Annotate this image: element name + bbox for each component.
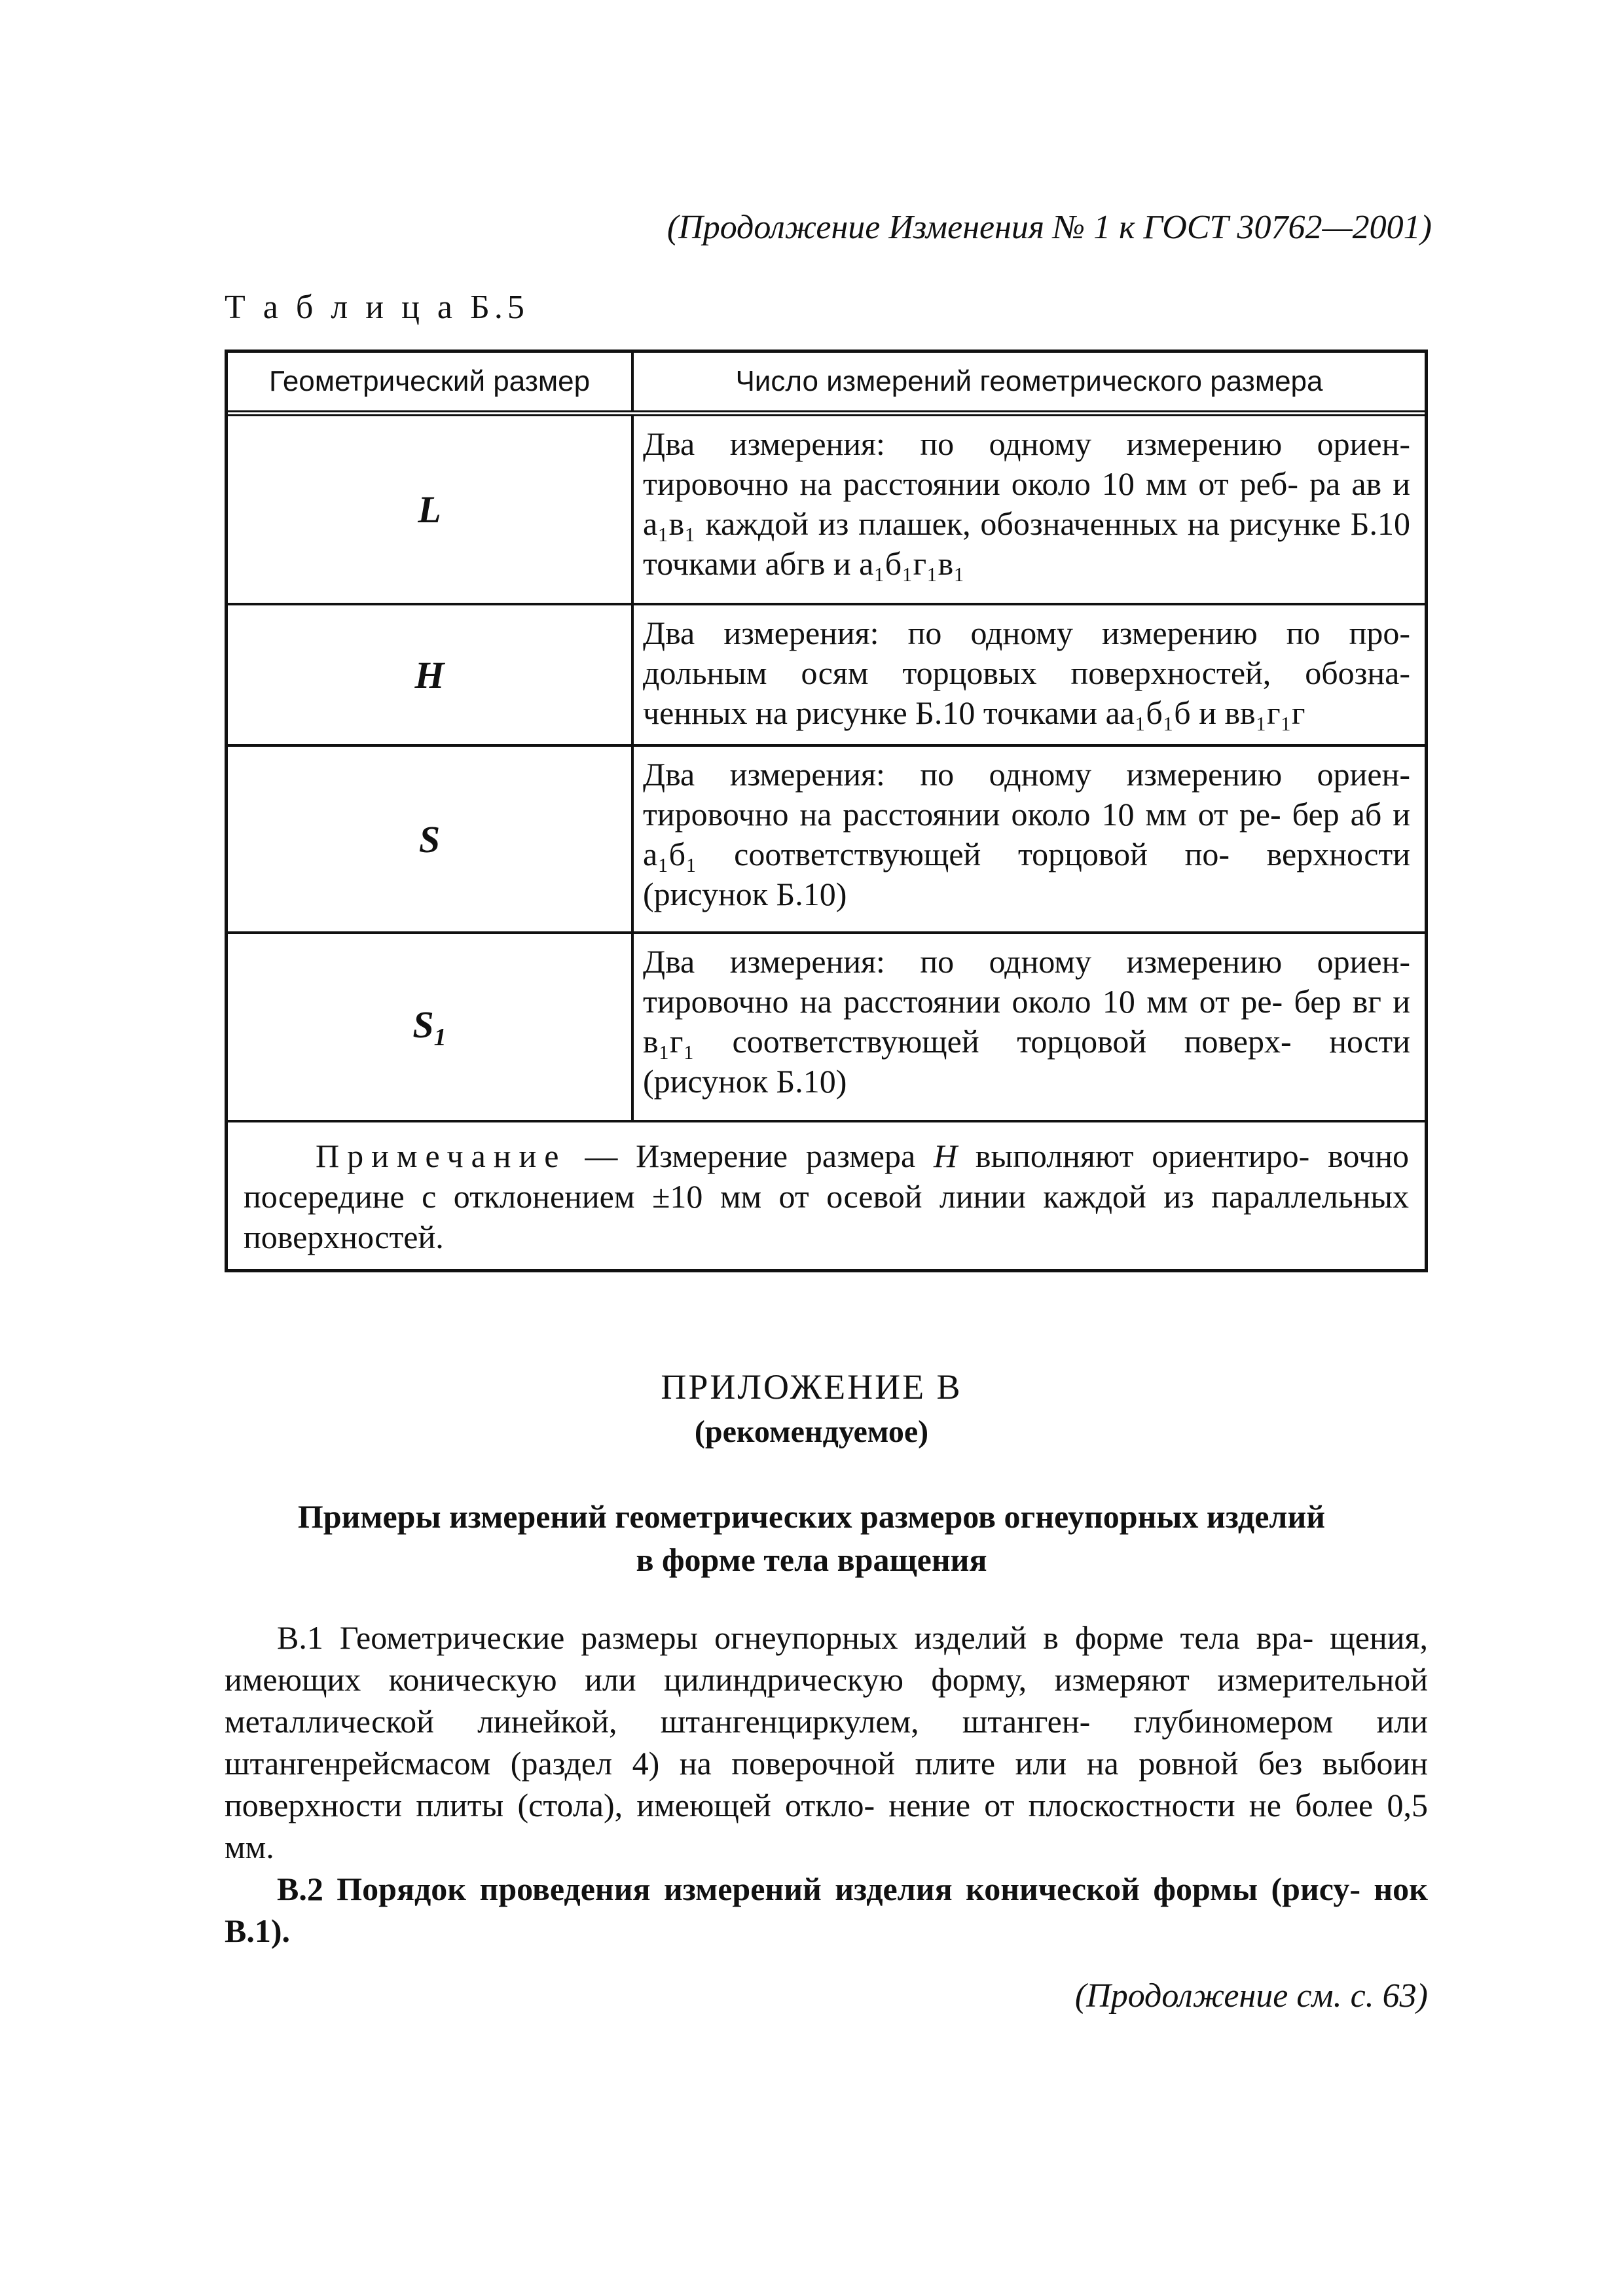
size-symbol: $S_1$ bbox=[412, 1003, 447, 1051]
appendix-body bbox=[225, 1617, 1428, 1952]
note-lead: Примечание bbox=[316, 1138, 567, 1174]
measurement-description: Два измерения: по одному измерению ориен- тировочно на расстоянии около 10 мм от ре- бер аб и а₁б₁ соответствующей торцовой по- верхности (рисунок Б.10) bbox=[643, 756, 1410, 912]
table-row bbox=[228, 744, 1425, 931]
size-symbol: L bbox=[418, 488, 441, 531]
measurement-description: Два измерения: по одному измерению по про- дольным осям торцовых поверхностей, обозна- ченных на рисунке Б.10 точками аа₁б₁б и вв₁г₁г bbox=[643, 615, 1410, 731]
table-caption: Т а б л и ц а Б.5 bbox=[225, 289, 529, 326]
table-row bbox=[228, 410, 1425, 603]
table-note: Примечание — Измерение размера H выполняют ориентиро- вочно посередине с отклонением ±10 мм от осевой линии каждой из параллельных поверхностей. bbox=[244, 1138, 1409, 1255]
table-header-row bbox=[228, 353, 1425, 410]
paragraph-v2: В.2 Порядок проведения измерений изделия конической формы (рису- нок В.1). bbox=[225, 1871, 1428, 1949]
appendix-heading: Примеры измерений геометрических размеров огнеупорных изделий в форме тела вращения bbox=[297, 1498, 1326, 1578]
table-note-row bbox=[228, 1120, 1425, 1269]
table-row bbox=[228, 603, 1425, 744]
appendix-subtitle: (рекомендуемое) bbox=[694, 1414, 929, 1449]
running-head: (Продолжение Изменения № 1 к ГОСТ 30762—2001) bbox=[666, 209, 1432, 246]
paragraph-v1: В.1 Геометрические размеры огнеупорных изделий в форме тела вра- щения, имеющих коническую или цилиндрическую форму, измеряют измерительной металлической линейкой, штангенциркулем, штанген- глубиномером или штангенрейсмасом (раздел 4) на поверочной плите или на ровной без выбоин поверхности плиты (стола), имеющей откло- нение от плоскостности не более 0,5 мм. bbox=[225, 1619, 1428, 1865]
measurement-description: Два измерения: по одному измерению ориен- тировочно на расстоянии около 10 мм от реб- ра ав и а₁в₁ каждой из плашек, обозначенных на рисунке Б.10 точками абгв и а₁б₁г₁в₁ bbox=[643, 425, 1410, 582]
measurements-table bbox=[225, 350, 1428, 1272]
table-header-cell-count: Число измерений геометрического размера bbox=[735, 365, 1323, 397]
size-symbol: H bbox=[414, 653, 445, 696]
table-header-cell-size: Геометрический размер bbox=[228, 353, 634, 410]
table-row bbox=[228, 931, 1425, 1120]
appendix-title: ПРИЛОЖЕНИЕ В bbox=[661, 1367, 962, 1407]
continuation-footer: (Продолжение см. с. 63) bbox=[1074, 1977, 1428, 2015]
size-symbol-subscript: 1 bbox=[433, 1023, 447, 1051]
measurement-description: Два измерения: по одному измерению ориен- тировочно на расстоянии около 10 мм от ре- бер вг и в₁г₁ соответствующей торцовой поверх- ности (рисунок Б.10) bbox=[643, 943, 1410, 1100]
size-symbol: S bbox=[418, 817, 441, 861]
note-variable: H bbox=[933, 1138, 958, 1174]
